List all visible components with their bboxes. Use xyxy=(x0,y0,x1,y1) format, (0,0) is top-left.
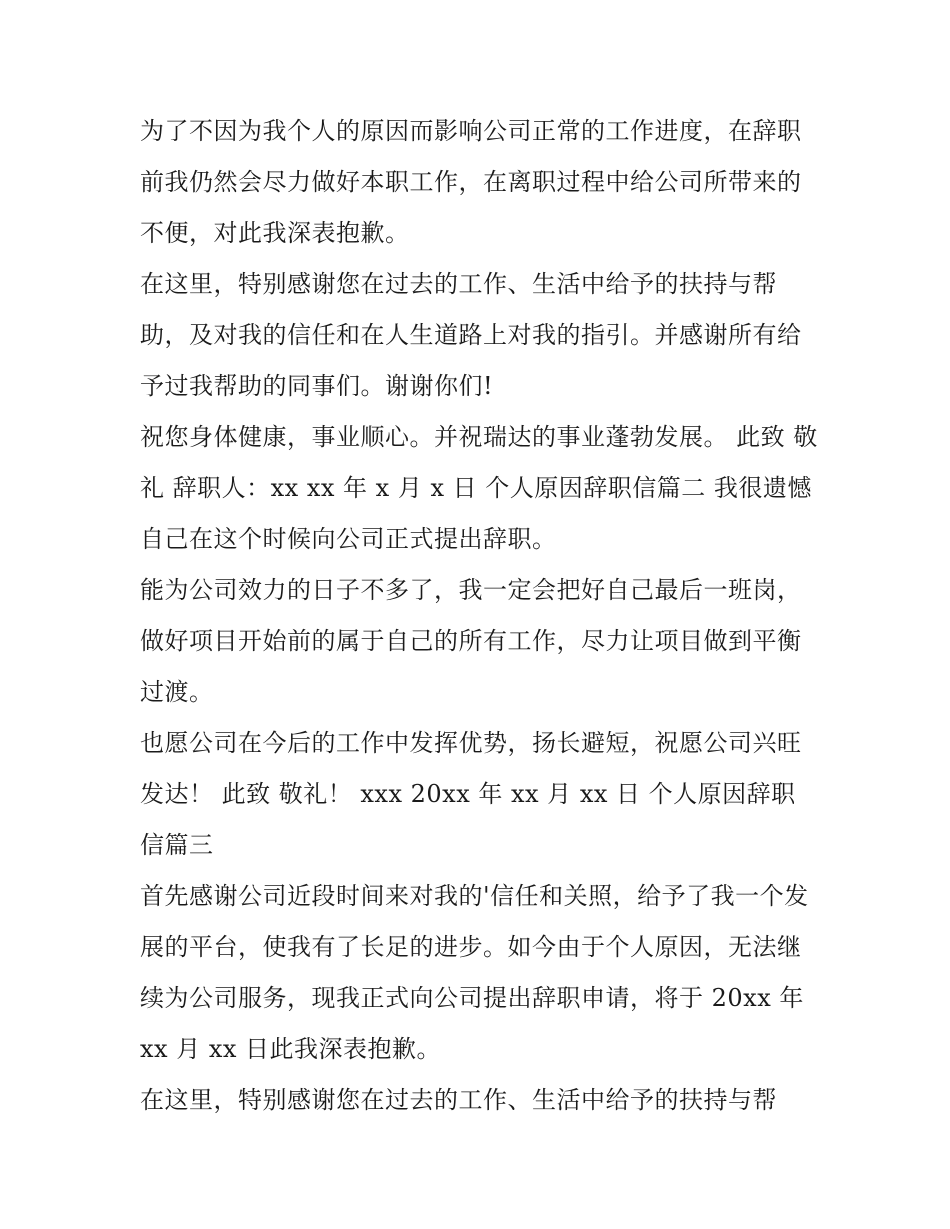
document-body xyxy=(140,106,820,1126)
paragraph-3: 祝您身体健康，事业顺心。并祝瑞达的事业蓬勃发展。 此致 敬礼 辞职人：xx xx 年 x 月 x 日 个人原因辞职信篇二 我很遗憾自己在这个时候向公司正式提出辞职。 xyxy=(140,423,818,553)
paragraph-1: 为了不因为我个人的原因而影响公司正常的工作进度，在辞职前我仍然会尽力做好本职工作，在离职过程中给公司所带来的不便，对此我深表抱歉。 xyxy=(140,117,802,247)
paragraph-6: 首先感谢公司近段时间来对我的'信任和关照，给予了我一个发展的平台，使我有了长足的进步。如今由于个人原因，无法继续为公司服务，现我正式向公司提出辞职申请，将于 20xx 年 xx 月 xx 日此我深表抱歉。 xyxy=(140,882,809,1063)
paragraph-2: 在这里，特别感谢您在过去的工作、生活中给予的扶持与帮助，及对我的信任和在人生道路上对我的指引。并感谢所有给予过我帮助的同事们。谢谢你们! xyxy=(140,270,802,400)
paragraph-7: 在这里，特别感谢您在过去的工作、生活中给予的扶持与帮 xyxy=(140,1086,777,1114)
paragraph-4: 能为公司效力的日子不多了，我一定会把好自己最后一班岗，做好项目开始前的属于自己的所有工作，尽力让项目做到平衡过渡。 xyxy=(140,576,802,706)
paragraph-5: 也愿公司在今后的工作中发挥优势，扬长避短，祝愿公司兴旺发达！ 此致 敬礼！ xxx 20xx 年 xx 月 xx 日 个人原因辞职信篇三 xyxy=(140,729,802,859)
